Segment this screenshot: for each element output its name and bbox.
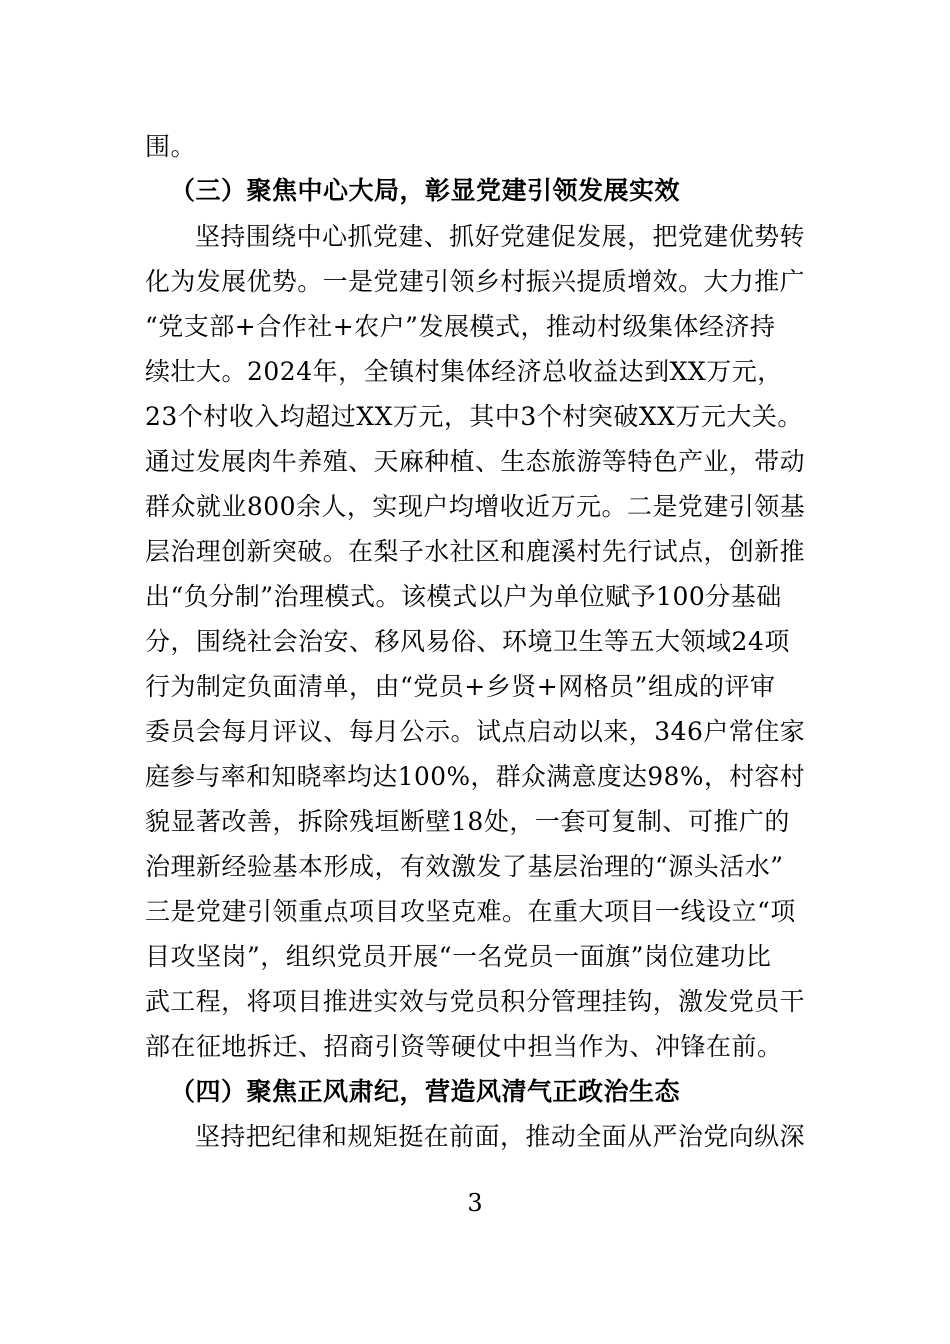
text-line: 治理新经验基本形成，有效激发了基层治理的“源头活水” — [145, 852, 784, 881]
text-line: 分，围绕社会治安、移风易俗、环境卫生等五大领域24项 — [145, 627, 790, 656]
text-line: 化为发展优势。一是党建引领乡村振兴提质增效。大力推广 — [145, 267, 806, 296]
text-line: 行为制定负面清单，由“党员+乡贤+网格员”组成的评审 — [145, 672, 776, 701]
page-number: 3 — [467, 1189, 483, 1217]
text-line: 庭参与率和知晓率均达100%，群众满意度达98%，村容村 — [145, 762, 806, 791]
text-line: 武工程，将项目推进实效与党员积分管理挂钩，激发党员干 — [145, 987, 806, 1016]
text-line: 23个村收入均超过XX万元，其中3个村突破XX万元大关。 — [145, 402, 803, 431]
text-line: 通过发展肉牛养殖、天麻种植、生态旅游等特色产业，带动 — [145, 447, 806, 476]
text-line: 出“负分制”治理模式。该模式以户为单位赋予100分基础 — [145, 582, 782, 611]
section-heading-three: （三）聚焦中心大局，彰显党建引领发展实效 — [170, 176, 681, 205]
text-line: 层治理创新突破。在梨子水社区和鹿溪村先行试点，创新推 — [145, 537, 806, 566]
text-line: 目攻坚岗”，组织党员开展“一名党员一面旗”岗位建功比 — [145, 942, 772, 971]
text-line: 三是党建引领重点项目攻坚克难。在重大项目一线设立“项 — [145, 897, 796, 926]
text-line: “党支部+合作社+农户”发展模式，推动村级集体经济持 — [145, 312, 776, 341]
text-line: 部在征地拆迁、招商引资等硬仗中担当作为、冲锋在前。 — [145, 1032, 783, 1061]
text-line: 坚持把纪律和规矩挺在前面，推动全面从严治党向纵深 — [195, 1122, 805, 1151]
text-line: 委员会每月评议、每月公示。试点启动以来，346户常住家 — [145, 717, 806, 746]
text-line: 群众就业800余人，实现户均增收近万元。二是党建引领基 — [145, 492, 806, 521]
text-line: 续壮大。2024年，全镇村集体经济总收益达到XX万元， — [145, 357, 783, 386]
text-line: 貌显著改善，拆除残垣断壁18处，一套可复制、可推广的 — [145, 807, 790, 836]
text-line: 坚持围绕中心抓党建、抓好党建促发展，把党建优势转 — [195, 222, 805, 251]
section-heading-four: （四）聚焦正风肃纪，营造风清气正政治生态 — [170, 1077, 681, 1106]
text-line: 围。 — [145, 132, 197, 161]
